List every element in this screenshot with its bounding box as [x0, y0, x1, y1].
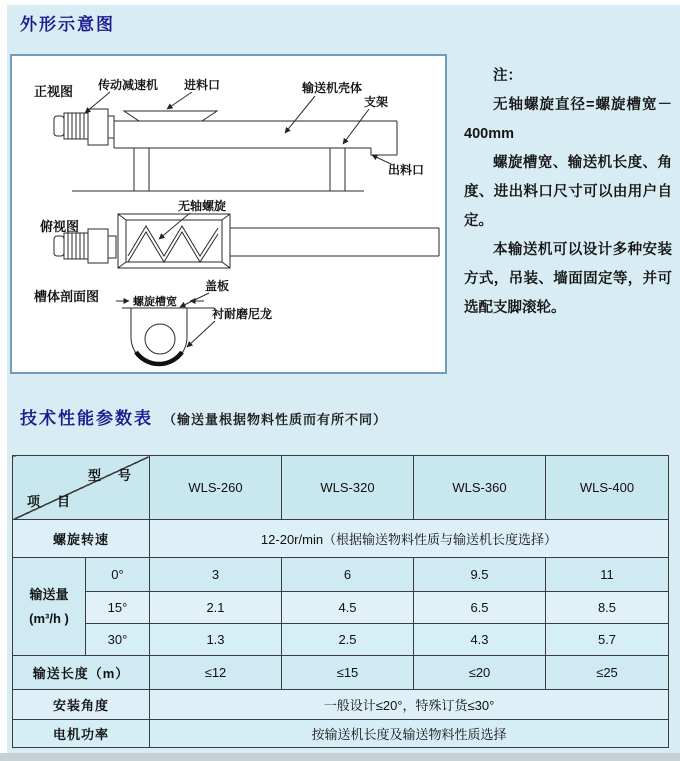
table-header-row: [13, 456, 669, 520]
capacity-value: 4.5: [282, 592, 414, 624]
model-header: WLS-320: [282, 456, 414, 520]
capacity-value: 9.5: [414, 558, 546, 592]
support-label: 支架: [364, 95, 389, 109]
capacity-value: 6.5: [414, 592, 546, 624]
angle-cell: 0°: [86, 558, 150, 592]
capacity-value: 4.3: [414, 624, 546, 656]
housing-tube-top: [230, 228, 439, 256]
top-view-drawing: [40, 198, 439, 268]
shaftless-screw-shape: [128, 226, 218, 256]
capacity-value: 5.7: [546, 624, 669, 656]
drive-reducer-label: 传动减速机: [98, 78, 159, 92]
capacity-row-30deg: [13, 624, 669, 656]
header-item-label: 项 目: [27, 494, 73, 509]
drive-reducer-leader: [85, 92, 110, 113]
note-paragraph: 螺旋槽宽、输送机长度、角度、进出料口尺寸可以由用户自定。: [464, 155, 672, 229]
notes-heading: 注：: [493, 68, 522, 84]
note-paragraph: 无轴螺旋直径=螺旋槽宽－400mm: [464, 97, 672, 142]
shaftless-screw-leader: [159, 213, 190, 239]
screw-trough-width-label: 螺旋槽宽: [133, 296, 177, 308]
capacity-row-0deg: [13, 558, 669, 592]
nylon-lining-leader: [187, 321, 215, 347]
cover-plate-leader: [180, 293, 209, 307]
support-leader: [343, 109, 369, 144]
support-leg-left: [134, 148, 149, 191]
spec-table-title: 技术性能参数表: [20, 409, 153, 428]
spec-table: [12, 455, 669, 748]
capacity-unit: (m³/h ): [29, 610, 69, 626]
length-row: [13, 656, 669, 690]
motor-power-value: 按输送机长度及输送物料性质选择: [150, 720, 669, 748]
length-value: ≤12: [150, 656, 282, 690]
capacity-value: 3: [150, 558, 282, 592]
front-view-drawing: [34, 77, 424, 191]
trough-shape: [118, 214, 230, 268]
capacity-row-15deg: [13, 592, 669, 624]
drive-reducer-shape: [54, 109, 114, 145]
install-angle-label: 安装角度: [13, 690, 150, 720]
page-frame-left: [0, 0, 7, 761]
top-view-label: 俯视图: [40, 219, 80, 234]
drive-reducer-shape-top: [54, 229, 116, 263]
conveyor-housing-label: 输送机壳体: [302, 81, 363, 95]
motor-power-label: 电机功率: [13, 720, 150, 748]
header-model-label: 型 号: [87, 468, 133, 483]
length-value: ≤15: [282, 656, 414, 690]
feed-inlet-label: 进料口: [184, 78, 221, 92]
capacity-value: 8.5: [546, 592, 669, 624]
outline-diagram-title: 外形示意图: [20, 15, 115, 34]
page-bottom-strip: [0, 753, 680, 761]
screw-section-shape: [145, 324, 175, 354]
angle-cell: 30°: [86, 624, 150, 656]
capacity-value: 1.3: [150, 624, 282, 656]
capacity-value: 2.5: [282, 624, 414, 656]
install-angle-row: [13, 690, 669, 720]
note-paragraph: 本输送机可以设计多种安装方式，吊装、墙面固定等，并可选配支脚滚轮。: [464, 242, 672, 316]
feed-inlet-leader: [167, 92, 192, 109]
feed-inlet-shape: [124, 111, 217, 121]
spec-table-heading: [20, 404, 387, 429]
section-view-drawing: [34, 278, 272, 365]
motor-power-row: [13, 720, 669, 748]
nylon-lining-label: 衬耐磨尼龙: [212, 307, 273, 321]
capacity-label: 输送量: [29, 587, 69, 603]
page-frame-top: [0, 0, 680, 5]
conveyor-technical-drawing: [12, 56, 445, 372]
shaftless-screw-label: 无轴螺旋: [178, 199, 227, 213]
front-view-label: 正视图: [34, 84, 74, 99]
length-value: ≤25: [546, 656, 669, 690]
capacity-value: 2.1: [150, 592, 282, 624]
length-label: 输送长度（m）: [13, 656, 150, 690]
install-angle-value: 一般设计≤20°，特殊订货≤30°: [150, 690, 669, 720]
discharge-outlet-label: 出料口: [388, 163, 425, 177]
outline-diagram-box: [10, 54, 447, 374]
screw-speed-value: 12-20r/min（根据输送物料性质与输送机长度选择）: [150, 520, 669, 558]
model-header: WLS-400: [546, 456, 669, 520]
screw-speed-label: 螺旋转速: [13, 520, 150, 558]
diagonal-header-cell: [13, 456, 150, 520]
model-header: WLS-260: [150, 456, 282, 520]
cover-plate-label: 盖板: [205, 279, 230, 293]
capacity-value: 11: [546, 558, 669, 592]
capacity-value: 6: [282, 558, 414, 592]
section-view-label: 槽体剖面图: [34, 289, 100, 304]
conveyor-housing-leader: [285, 96, 315, 133]
discharge-outlet-leader: [372, 155, 393, 165]
angle-cell: 15°: [86, 592, 150, 624]
length-value: ≤20: [414, 656, 546, 690]
model-header: WLS-360: [414, 456, 546, 520]
notes-block: [464, 62, 672, 323]
capacity-label-cell: [13, 558, 86, 656]
screw-speed-row: [13, 520, 669, 558]
support-leg-right: [330, 148, 345, 191]
spec-table-subtitle: （输送量根据物料性质而有所不同）: [163, 412, 388, 427]
conveyor-housing-shape: [114, 121, 397, 155]
